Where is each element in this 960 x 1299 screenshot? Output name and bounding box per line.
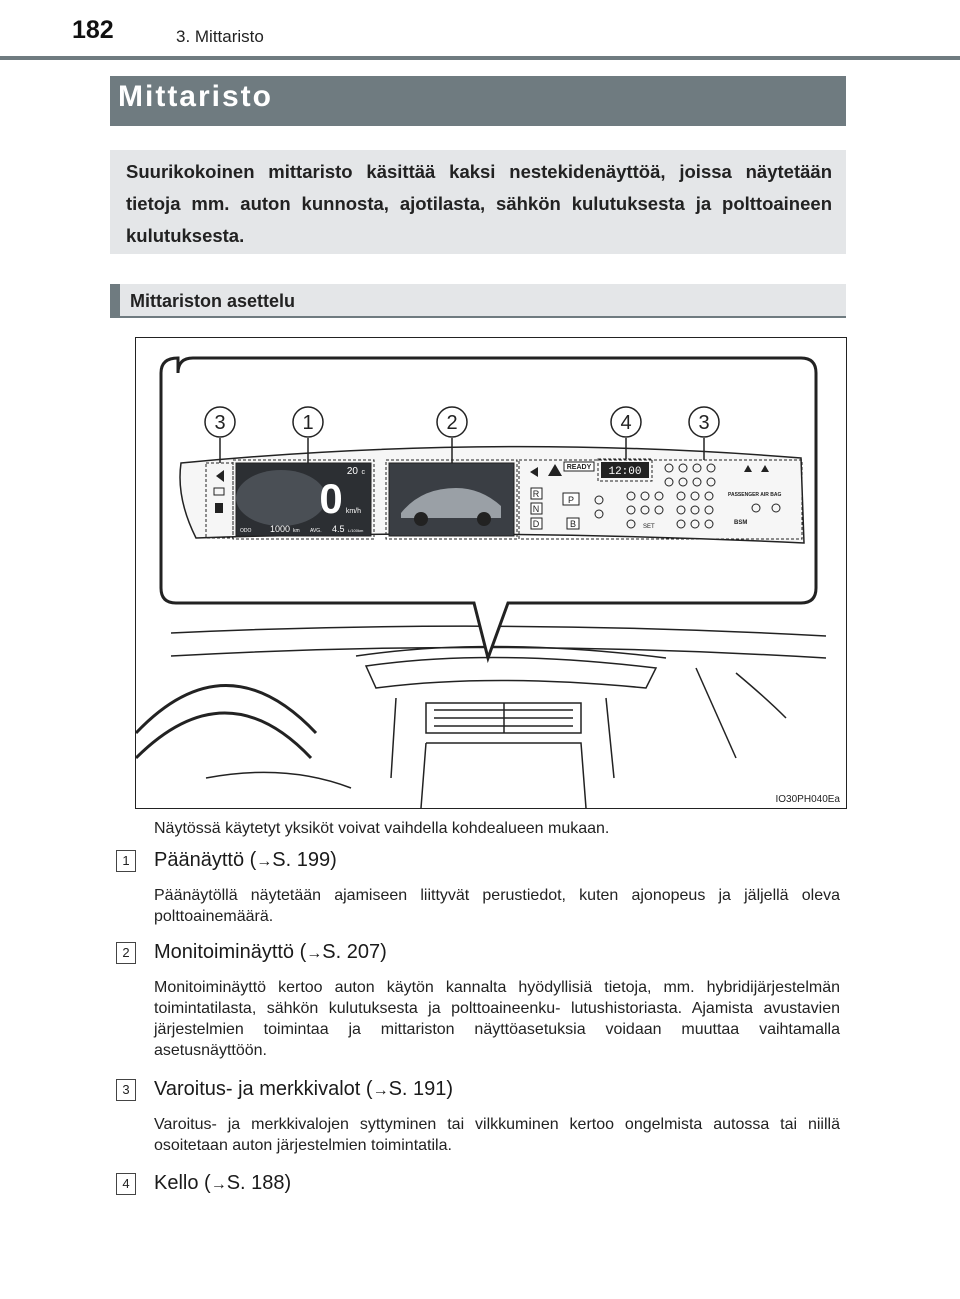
- gear-r: R: [532, 489, 540, 499]
- instrument-cluster-illustration: [135, 337, 847, 809]
- page-reference-link[interactable]: S. 191): [388, 1078, 454, 1100]
- passenger-airbag-label: PASSENGER AIR BAG: [728, 492, 782, 498]
- item-title-text: Kello (: [154, 1172, 211, 1194]
- dashboard-drawing: [136, 338, 846, 808]
- reference-arrow-icon: →: [256, 853, 273, 870]
- odometer-label: ODO: [240, 528, 252, 534]
- average-value: 4.5: [332, 524, 345, 534]
- page-reference-link[interactable]: S. 207): [322, 941, 387, 963]
- odometer-unit: km: [293, 528, 300, 534]
- intro-text: Suurikokoinen mittaristo käsittää kaksi nestekidenäyttöä, joissa näytetään tietoja mm. auton kunnosta, ajotilasta, sähkön kulutuksesta ja polttoaineen kulutuksesta.: [126, 161, 832, 246]
- item-marker-2: 2: [116, 942, 136, 964]
- odometer-value: 1000: [270, 524, 291, 534]
- dashboard-outline: [136, 626, 826, 808]
- item-title-text: Monitoiminäyttö (: [154, 941, 307, 963]
- speed-readout: 0: [319, 475, 343, 522]
- fuel-icon: [215, 503, 223, 513]
- callout-3-right-label: 3: [698, 412, 710, 434]
- header-rule: [0, 56, 960, 60]
- item-description-3: Varoitus- ja merkkivalojen syttyminen tai vilkkuminen kertoo ongelmista autossa tai niillä osoitetaan auton järjestelmien toimintatila.: [154, 1116, 840, 1154]
- bsm-label: BSM: [734, 520, 748, 526]
- item-title-text: Päänäyttö (: [154, 849, 257, 871]
- gear-p: P: [567, 495, 575, 505]
- ready-indicator: READY: [566, 464, 592, 471]
- reference-arrow-icon: →: [372, 1082, 389, 1099]
- subheading: Mittariston asettelu: [130, 291, 296, 311]
- temperature-unit: c: [361, 469, 365, 476]
- item-marker-4: 4: [116, 1173, 136, 1195]
- speed-unit: km/h: [345, 508, 361, 515]
- callout-1-label: 1: [302, 412, 314, 434]
- gear-n: N: [532, 504, 540, 514]
- units-note: Näytössä käytetyt yksiköt voivat vaihdella kohdealueen mukaan.: [154, 820, 610, 837]
- item-title-3: [154, 1078, 453, 1101]
- temperature-readout: 20: [346, 466, 358, 477]
- reference-arrow-icon: →: [210, 1176, 227, 1193]
- gear-d: D: [532, 519, 540, 529]
- average-unit: L/100km: [348, 528, 364, 533]
- item-description-2: Monitoiminäyttö kertoo auton käytön kannalta hyödyllisiä tietoja, mm. hybridijärjestelmän toimintatilasta, sähkön kulutuksesta ja polttoaineenku- lutushistoriasta. Ajamista avustavien järjestelmien toimintaa ja mittariston näyttöasetuksia voidaan muuttaa vaihtamalla asetusnäyttöön.: [154, 979, 840, 1059]
- page-reference-link[interactable]: S. 199): [272, 849, 337, 871]
- page-reference-link[interactable]: S. 188): [226, 1172, 292, 1194]
- item-title-1: [154, 849, 337, 872]
- reference-arrow-icon: →: [306, 945, 323, 962]
- item-title-4: [154, 1172, 291, 1195]
- item-title-2: [154, 941, 387, 964]
- item-marker-1: 1: [116, 850, 136, 872]
- gear-b: B: [569, 519, 577, 529]
- set-label: SET: [643, 524, 655, 530]
- section-header: 3. Mittaristo: [176, 27, 264, 46]
- callout-3-left-label: 3: [214, 412, 226, 434]
- subheading-accent-bar: [110, 284, 120, 318]
- average-label: AVG.: [310, 528, 322, 534]
- item-description-1: Päänäytöllä näytetään ajamiseen liittyvät perustiedot, kuten ajonopeus ja jäljellä oleva polttoainemäärä.: [154, 887, 840, 925]
- image-code: IO30PH040Ea: [775, 794, 840, 805]
- callout-2-label: 2: [446, 412, 458, 434]
- callout-4-label: 4: [620, 412, 632, 434]
- item-marker-3: 3: [116, 1079, 136, 1101]
- item-title-text: Varoitus- ja merkkivalot (: [154, 1078, 373, 1100]
- clock-readout: 12:00: [608, 466, 642, 478]
- page-title: Mittaristo: [118, 80, 273, 113]
- page-number: 182: [72, 16, 114, 44]
